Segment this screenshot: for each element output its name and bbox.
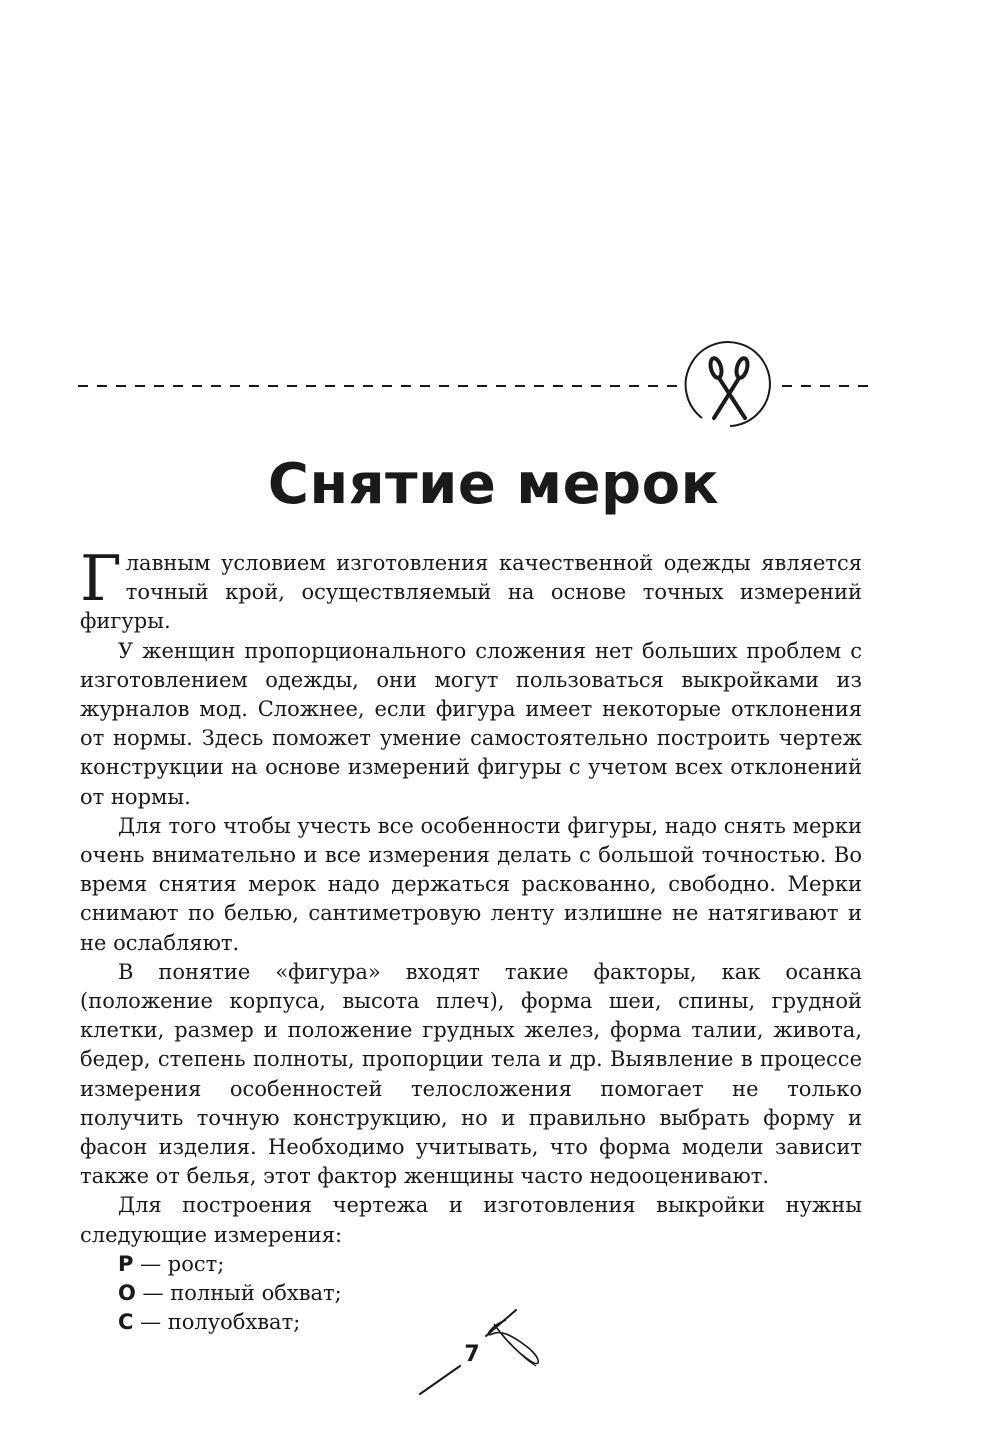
paragraph: В понятие «фигура» входят такие факторы, как осанка (положение корпуса, высота плеч), форма шеи, спины, грудной клетки, размер и положение грудных желез, форма талии, живота, бедер, степень полноты, пропорции тела и др. Выявление в процессе измерения особенностей телосложения помогает не только получить точную конструкцию, но и правильно выбрать форму и фасон изделия. Необходимо учитывать, что форма модели зависит также от белья, этот фактор женщины часто недооценивают. [80, 959, 862, 1189]
intro-text: лавным условием изготовления качественной одежды является точный крой, осуществляемый на основе точных измерений фигуры. [80, 551, 862, 634]
paragraph: У женщин пропорционального сложения нет больших проблем с изготовлением одежды, они могут пользоваться выкройками из журналов мод. Сложнее, если фигура имеет некоторые отклонения от нормы. Здесь поможет умение самостоятельно построить чертеж конструкции на основе измерений фигуры с учетом всех отклонений от нормы. [80, 638, 862, 809]
measurement-desc: — полуобхват; [133, 1310, 301, 1335]
measurement-code: О [118, 1281, 136, 1306]
page-title: Снятие мерок [267, 452, 720, 517]
page-number: 7 [464, 1342, 480, 1367]
measurement-code: С [118, 1310, 134, 1335]
measurement-item [80, 1250, 862, 1279]
paragraph: Для построения чертежа и изготовления выкройки нужны следующие измерения: [80, 1193, 862, 1247]
section-divider [78, 338, 868, 438]
scissors-icon [686, 342, 770, 426]
drop-cap: Г [80, 542, 122, 615]
measurement-desc: — рост; [133, 1251, 225, 1276]
intro-paragraph [80, 542, 862, 637]
paragraph: Для того чтобы учесть все особенности фигуры, надо снять мерки очень внимательно и все измерения делать с большой точностью. Во время снятия мерок надо держаться раскованно, свободно. Мерки снимают по белью, сантиметровую ленту излишне не натягивают и не ослабляют. [80, 813, 862, 955]
measurement-desc: — полный обхват; [135, 1281, 342, 1306]
body-text [80, 542, 862, 1337]
measurement-code: Р [118, 1251, 134, 1276]
